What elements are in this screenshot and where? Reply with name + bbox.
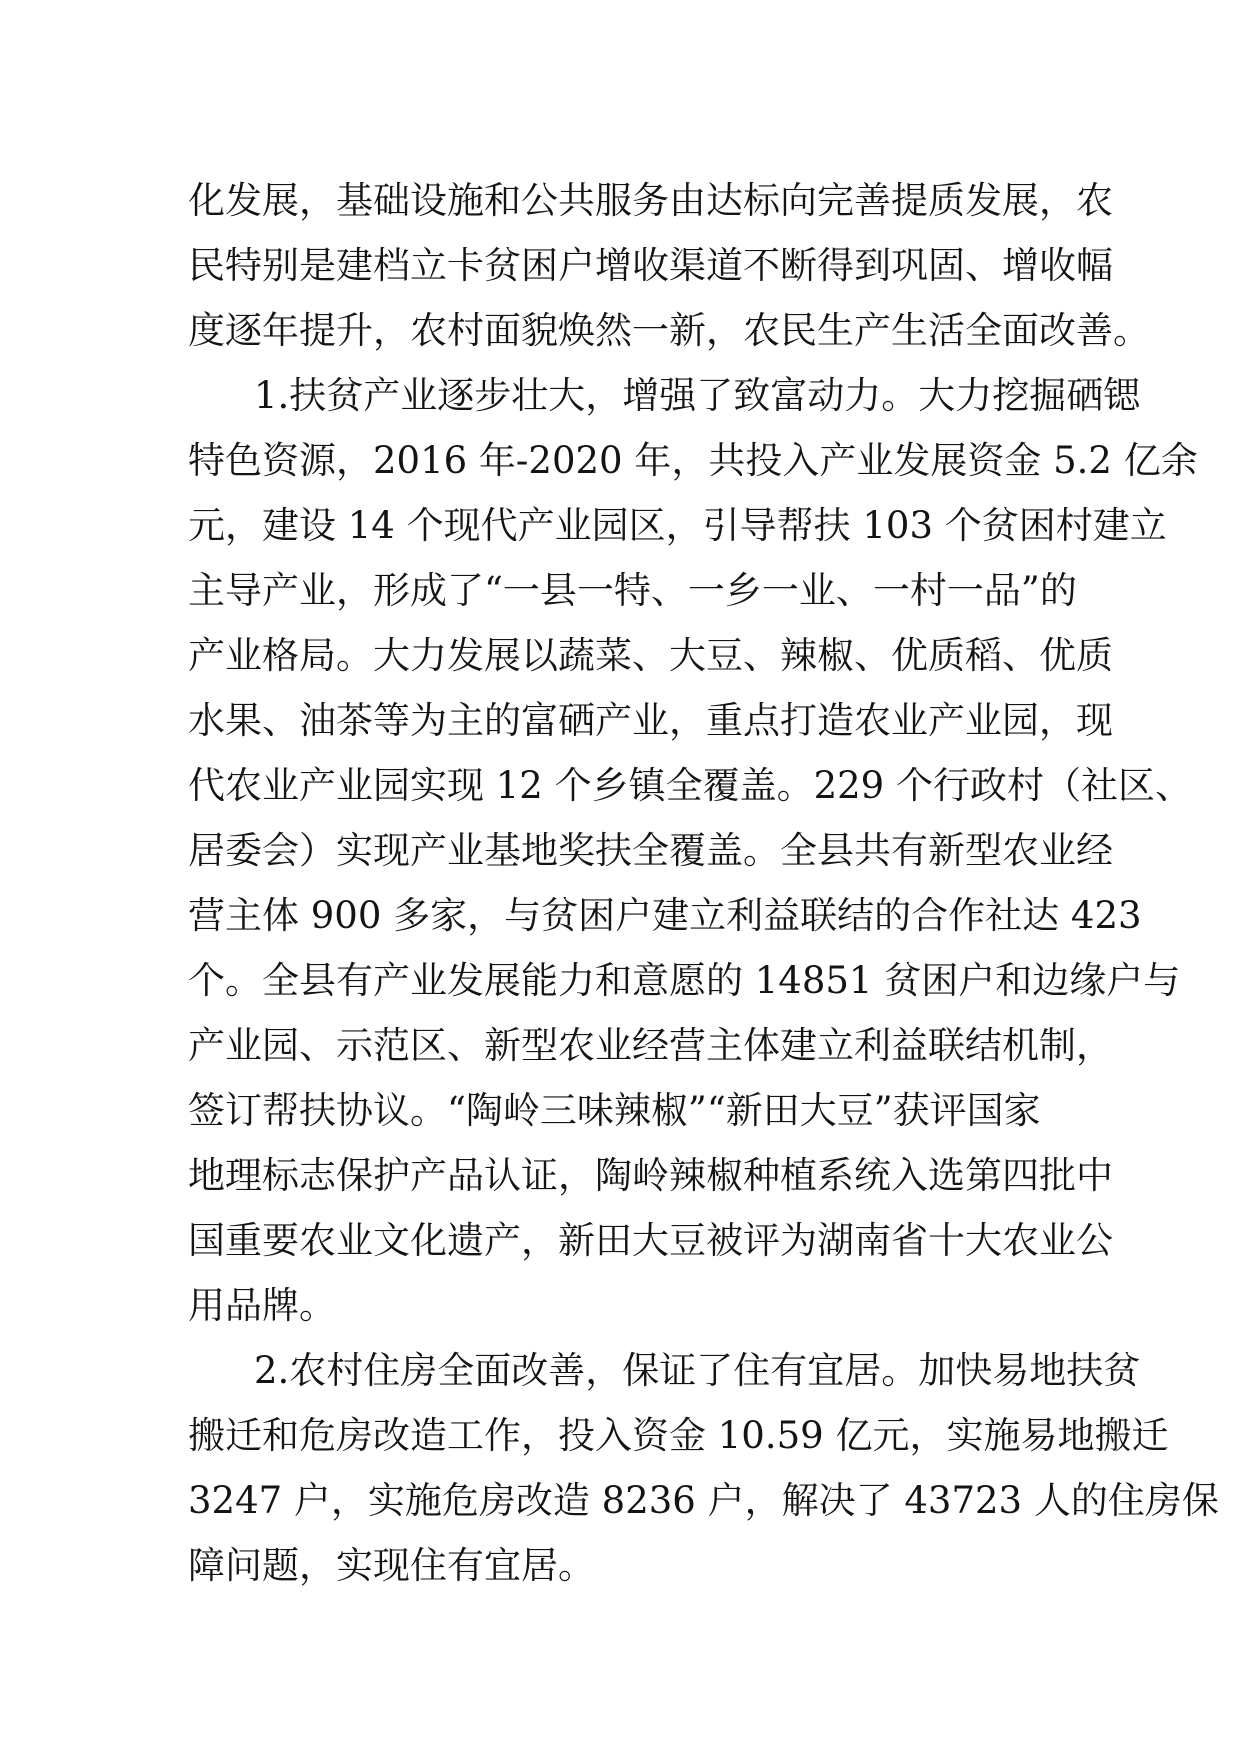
text-line: 搬迁和危房改造工作，投入资金 10.59 亿元，实施易地搬迁: [188, 1414, 1169, 1457]
text-line: 度逐年提升，农村面貌焕然一新，农民生产生活全面改善。: [188, 309, 1150, 352]
text-line: 地理标志保护产品认证，陶岭辣椒种植系统入选第四批中: [188, 1154, 1113, 1197]
body-text: [188, 168, 1219, 1598]
text-line: 国重要农业文化遗产，新田大豆被评为湖南省十大农业公: [188, 1219, 1113, 1262]
text-line: 产业园、示范区、新型农业经营主体建立利益联结机制，: [188, 1024, 1113, 1067]
text-line: 产业格局。大力发展以蔬菜、大豆、辣椒、优质稻、优质: [188, 634, 1113, 677]
text-line: 民特别是建档立卡贫困户增收渠道不断得到巩固、增收幅: [188, 244, 1113, 287]
text-line: 营主体 900 多家，与贫困户建立利益联结的合作社达 423: [188, 894, 1142, 937]
text-line: 化发展，基础设施和公共服务由达标向完善提质发展，农: [188, 179, 1113, 222]
text-line: 用品牌。: [188, 1284, 336, 1327]
text-line: 元，建设 14 个现代产业园区，引导帮扶 103 个贫困村建立: [188, 504, 1167, 547]
text-line: 特色资源，2016 年-2020 年，共投入产业发展资金 5.2 亿余: [188, 439, 1198, 482]
paragraph-heading-line: 2.农村住房全面改善，保证了住有宜居。加快易地扶贫: [254, 1349, 1141, 1392]
text-line: 3247 户，实施危房改造 8236 户，解决了 43723 人的住房保: [188, 1479, 1219, 1522]
text-line: 代农业产业园实现 12 个乡镇全覆盖。229 个行政村（社区、: [188, 764, 1192, 807]
text-line: 主导产业，形成了“一县一特、一乡一业、一村一品”的: [188, 569, 1077, 612]
text-line: 居委会）实现产业基地奖扶全覆盖。全县共有新型农业经: [188, 829, 1113, 872]
text-line: 个。全县有产业发展能力和意愿的 14851 贫困户和边缘户与: [188, 959, 1181, 1002]
text-line: 障问题，实现住有宜居。: [188, 1544, 595, 1587]
text-line: 签订帮扶协议。“陶岭三味辣椒”“新田大豆”获评国家: [188, 1089, 1041, 1132]
paragraph-heading-line: 1.扶贫产业逐步壮大，增强了致富动力。大力挖掘硒锶: [254, 374, 1141, 417]
text-line: 水果、油茶等为主的富硒产业，重点打造农业产业园，现: [188, 699, 1113, 742]
